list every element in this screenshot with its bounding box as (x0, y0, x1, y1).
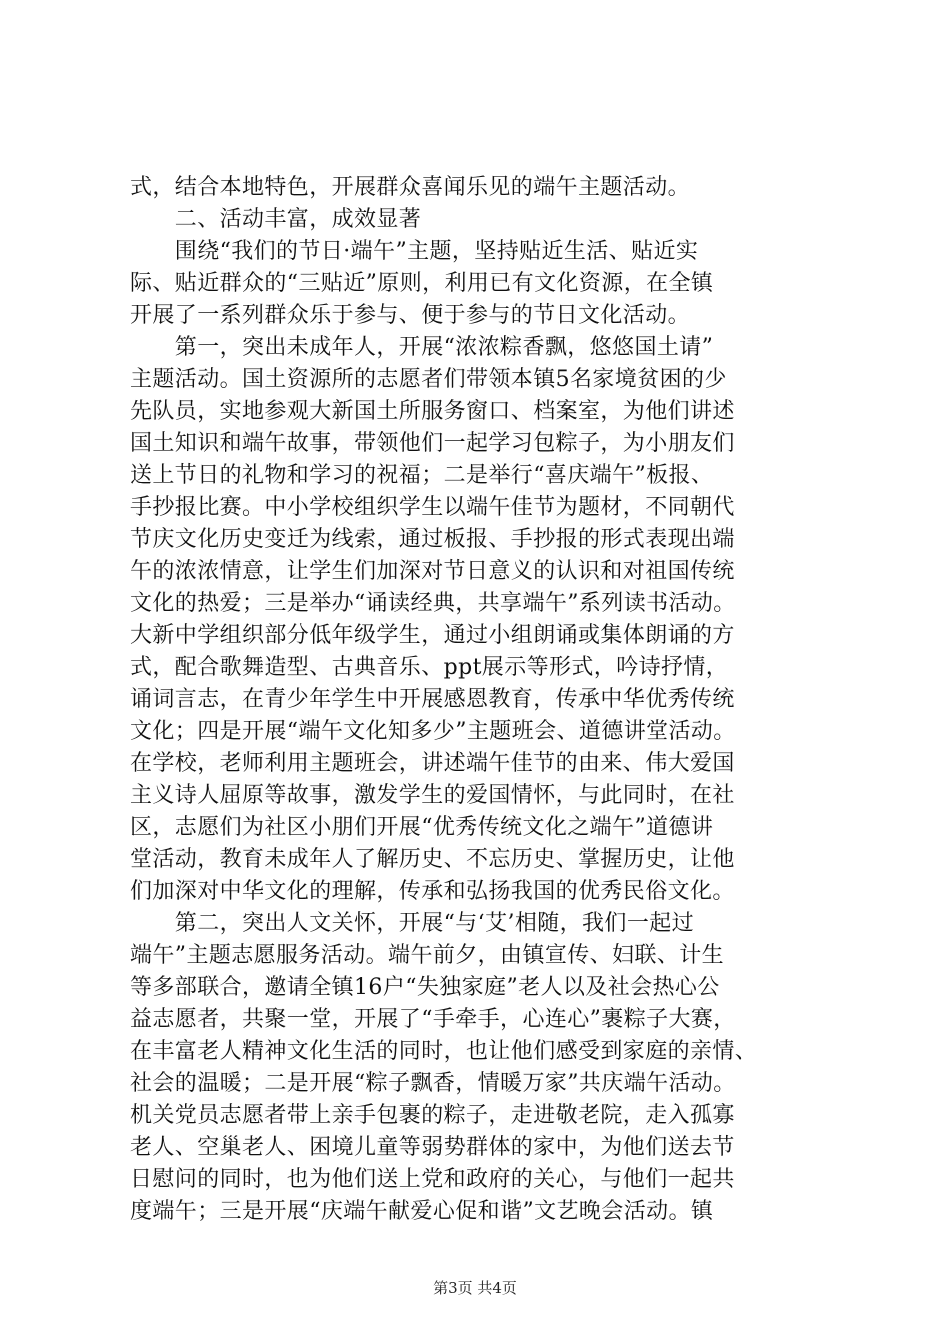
text-line: 式，配合歌舞造型、古典音乐、ppt展示等形式，吟诗抒情， (130, 655, 729, 680)
text-line: 开展了一系列群众乐于参与、便于参与的节日文化活动。 (130, 303, 691, 328)
text-line: 式，结合本地特色，开展群众喜闻乐见的端午主题活动。 (130, 175, 691, 200)
text-line: 文化；四是开展“端午文化知多少”主题班会、道德讲堂活动。 (130, 719, 736, 744)
text-line: 机关党员志愿者带上亲手包裹的粽子，走进敬老院，走入孤寡 (130, 1103, 735, 1128)
text-line: 第一，突出未成年人，开展“浓浓粽香飘，悠悠国土请” (130, 335, 714, 360)
text-line: 节庆文化历史变迁为线索，通过板报、手抄报的形式表现出端 (130, 527, 735, 552)
text-line: 益志愿者，共聚一堂，开展了“手牵手，心连心”裹粽子大赛， (130, 1007, 736, 1032)
text-line: 国土知识和端午故事，带领他们一起学习包粽子，为小朋友们 (130, 431, 735, 456)
text-line: 手抄报比赛。中小学校组织学生以端午佳节为题材，不同朝代 (130, 495, 735, 520)
text-line: 在学校，老师利用主题班会，讲述端午佳节的由来、伟大爱国 (130, 751, 735, 776)
text-line: 际、贴近群众的“三贴近”原则，利用已有文化资源，在全镇 (130, 271, 714, 296)
text-line: 文化的热爱；三是举办“诵读经典，共享端午”系列读书活动。 (130, 591, 736, 616)
text-line: 午的浓浓情意，让学生们加深对节日意义的认识和对祖国传统 (130, 559, 735, 584)
text-line: 大新中学组织部分低年级学生，通过小组朗诵或集体朗诵的方 (130, 623, 735, 648)
text-line: 先队员，实地参观大新国土所服务窗口、档案室，为他们讲述 (130, 399, 735, 424)
text-line: 们加深对中华文化的理解，传承和弘扬我国的优秀民俗文化。 (130, 879, 735, 904)
page-number-footer: 第3页 共4页 (433, 1279, 517, 1297)
text-line: 送上节日的礼物和学习的祝福；二是举行“喜庆端午”板报、 (130, 463, 714, 488)
text-line: 在丰富老人精神文化生活的同时，也让他们感受到家庭的亲情、 (130, 1039, 758, 1064)
section-heading: 二、活动丰富，成效显著 (130, 207, 422, 232)
text-line: 诵词言志，在青少年学生中开展感恩教育，传承中华优秀传统 (130, 687, 735, 712)
text-line: 日慰问的同时，也为他们送上党和政府的关心，与他们一起共 (130, 1167, 735, 1192)
text-line: 第二，突出人文关怀，开展“与‘艾’相随，我们一起过 (130, 911, 695, 936)
text-line: 主题活动。国土资源所的志愿者们带领本镇5名家境贫困的少 (130, 367, 727, 392)
text-line: 社会的温暖；二是开展“粽子飘香，情暖万家”共庆端午活动。 (130, 1071, 736, 1096)
text-line: 度端午；三是开展“庆端午献爱心促和谐”文艺晚会活动。镇 (130, 1199, 714, 1224)
text-line: 老人、空巢老人、困境儿童等弱势群体的家中，为他们送去节 (130, 1135, 735, 1160)
text-line: 主义诗人屈原等故事，激发学生的爱国情怀，与此同时，在社 (130, 783, 735, 808)
text-line: 区，志愿们为社区小朋们开展“优秀传统文化之端午”道德讲 (130, 815, 714, 840)
document-body (130, 172, 850, 1228)
text-line: 端午”主题志愿服务活动。端午前夕，由镇宣传、妇联、计生 (130, 943, 725, 968)
text-line: 围绕“我们的节日·端午”主题，坚持贴近生活、贴近实 (130, 239, 699, 264)
text-line: 堂活动，教育未成年人了解历史、不忘历史、掌握历史，让他 (130, 847, 735, 872)
text-line: 等多部联合，邀请全镇16户“失独家庭”老人以及社会热心公 (130, 975, 720, 1000)
